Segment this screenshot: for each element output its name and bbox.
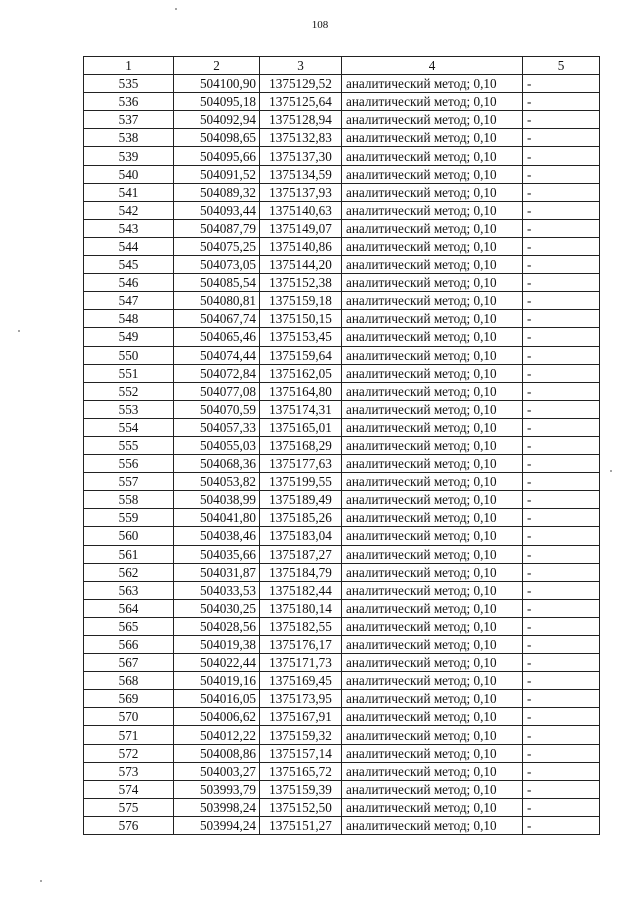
y-coordinate-cell: 1375137,93: [260, 183, 342, 201]
method-cell: аналитический метод; 0,10: [342, 129, 523, 147]
x-coordinate-cell: 504085,54: [174, 274, 260, 292]
y-coordinate-cell: 1375199,55: [260, 473, 342, 491]
x-coordinate-cell: 504080,81: [174, 292, 260, 310]
x-coordinate-cell: 504093,44: [174, 201, 260, 219]
x-coordinate-cell: 504074,44: [174, 346, 260, 364]
table-row: [84, 310, 600, 328]
y-coordinate-cell: 1375125,64: [260, 93, 342, 111]
note-cell: -: [523, 201, 600, 219]
note-cell: -: [523, 636, 600, 654]
note-cell: -: [523, 328, 600, 346]
x-coordinate-cell: 504033,53: [174, 581, 260, 599]
y-coordinate-cell: 1375159,64: [260, 346, 342, 364]
method-cell: аналитический метод; 0,10: [342, 545, 523, 563]
y-coordinate-cell: 1375184,79: [260, 563, 342, 581]
table-row: [84, 346, 600, 364]
x-coordinate-cell: 504016,05: [174, 690, 260, 708]
point-number-cell: 551: [84, 364, 174, 382]
table-row: [84, 726, 600, 744]
method-cell: аналитический метод; 0,10: [342, 455, 523, 473]
point-number-cell: 568: [84, 672, 174, 690]
x-coordinate-cell: 504072,84: [174, 364, 260, 382]
note-cell: -: [523, 292, 600, 310]
table-row: [84, 382, 600, 400]
point-number-cell: 536: [84, 93, 174, 111]
note-cell: -: [523, 599, 600, 617]
table-row: [84, 617, 600, 635]
method-cell: аналитический метод; 0,10: [342, 762, 523, 780]
y-coordinate-cell: 1375187,27: [260, 545, 342, 563]
x-coordinate-cell: 504070,59: [174, 400, 260, 418]
point-number-cell: 571: [84, 726, 174, 744]
table-header-row: [84, 57, 600, 75]
method-cell: аналитический метод; 0,10: [342, 798, 523, 816]
method-cell: аналитический метод; 0,10: [342, 636, 523, 654]
note-cell: -: [523, 75, 600, 93]
note-cell: -: [523, 111, 600, 129]
x-coordinate-cell: 504095,66: [174, 147, 260, 165]
method-cell: аналитический метод; 0,10: [342, 599, 523, 617]
column-header: 5: [523, 57, 600, 75]
y-coordinate-cell: 1375162,05: [260, 364, 342, 382]
y-coordinate-cell: 1375140,86: [260, 237, 342, 255]
method-cell: аналитический метод; 0,10: [342, 744, 523, 762]
point-number-cell: 574: [84, 780, 174, 798]
method-cell: аналитический метод; 0,10: [342, 690, 523, 708]
point-number-cell: 537: [84, 111, 174, 129]
x-coordinate-cell: 504006,62: [174, 708, 260, 726]
y-coordinate-cell: 1375159,32: [260, 726, 342, 744]
method-cell: аналитический метод; 0,10: [342, 473, 523, 491]
point-number-cell: 554: [84, 418, 174, 436]
scan-speck: [610, 470, 612, 472]
x-coordinate-cell: 504065,46: [174, 328, 260, 346]
method-cell: аналитический метод; 0,10: [342, 364, 523, 382]
method-cell: аналитический метод; 0,10: [342, 201, 523, 219]
method-cell: аналитический метод; 0,10: [342, 292, 523, 310]
y-coordinate-cell: 1375140,63: [260, 201, 342, 219]
method-cell: аналитический метод; 0,10: [342, 75, 523, 93]
x-coordinate-cell: 504003,27: [174, 762, 260, 780]
note-cell: -: [523, 382, 600, 400]
y-coordinate-cell: 1375169,45: [260, 672, 342, 690]
x-coordinate-cell: 504019,38: [174, 636, 260, 654]
x-coordinate-cell: 504095,18: [174, 93, 260, 111]
y-coordinate-cell: 1375185,26: [260, 509, 342, 527]
y-coordinate-cell: 1375183,04: [260, 527, 342, 545]
x-coordinate-cell: 504100,90: [174, 75, 260, 93]
note-cell: -: [523, 491, 600, 509]
point-number-cell: 558: [84, 491, 174, 509]
method-cell: аналитический метод; 0,10: [342, 418, 523, 436]
point-number-cell: 546: [84, 274, 174, 292]
point-number-cell: 550: [84, 346, 174, 364]
table-row: [84, 581, 600, 599]
note-cell: -: [523, 237, 600, 255]
point-number-cell: 559: [84, 509, 174, 527]
y-coordinate-cell: 1375164,80: [260, 382, 342, 400]
point-number-cell: 566: [84, 636, 174, 654]
table-row: [84, 201, 600, 219]
method-cell: аналитический метод; 0,10: [342, 183, 523, 201]
table-row: [84, 237, 600, 255]
table-row: [84, 527, 600, 545]
method-cell: аналитический метод; 0,10: [342, 527, 523, 545]
scan-speck: [175, 8, 177, 10]
x-coordinate-cell: 504089,32: [174, 183, 260, 201]
column-header: 2: [174, 57, 260, 75]
y-coordinate-cell: 1375129,52: [260, 75, 342, 93]
table-row: [84, 183, 600, 201]
y-coordinate-cell: 1375182,55: [260, 617, 342, 635]
x-coordinate-cell: 504019,16: [174, 672, 260, 690]
y-coordinate-cell: 1375159,39: [260, 780, 342, 798]
point-number-cell: 539: [84, 147, 174, 165]
point-number-cell: 555: [84, 436, 174, 454]
note-cell: -: [523, 509, 600, 527]
note-cell: -: [523, 744, 600, 762]
column-header: 1: [84, 57, 174, 75]
table-row: [84, 364, 600, 382]
table-row: [84, 147, 600, 165]
y-coordinate-cell: 1375189,49: [260, 491, 342, 509]
point-number-cell: 572: [84, 744, 174, 762]
y-coordinate-cell: 1375151,27: [260, 816, 342, 834]
column-header: 3: [260, 57, 342, 75]
point-number-cell: 575: [84, 798, 174, 816]
method-cell: аналитический метод; 0,10: [342, 274, 523, 292]
point-number-cell: 535: [84, 75, 174, 93]
y-coordinate-cell: 1375180,14: [260, 599, 342, 617]
note-cell: -: [523, 762, 600, 780]
point-number-cell: 562: [84, 563, 174, 581]
x-coordinate-cell: 504075,25: [174, 237, 260, 255]
table-row: [84, 563, 600, 581]
note-cell: -: [523, 654, 600, 672]
x-coordinate-cell: 504053,82: [174, 473, 260, 491]
method-cell: аналитический метод; 0,10: [342, 93, 523, 111]
x-coordinate-cell: 504091,52: [174, 165, 260, 183]
method-cell: аналитический метод; 0,10: [342, 672, 523, 690]
note-cell: -: [523, 690, 600, 708]
note-cell: -: [523, 617, 600, 635]
point-number-cell: 570: [84, 708, 174, 726]
table-row: [84, 292, 600, 310]
point-number-cell: 553: [84, 400, 174, 418]
y-coordinate-cell: 1375167,91: [260, 708, 342, 726]
point-number-cell: 556: [84, 455, 174, 473]
note-cell: -: [523, 708, 600, 726]
note-cell: -: [523, 93, 600, 111]
table-row: [84, 274, 600, 292]
method-cell: аналитический метод; 0,10: [342, 310, 523, 328]
point-number-cell: 560: [84, 527, 174, 545]
point-number-cell: 561: [84, 545, 174, 563]
method-cell: аналитический метод; 0,10: [342, 219, 523, 237]
point-number-cell: 541: [84, 183, 174, 201]
y-coordinate-cell: 1375174,31: [260, 400, 342, 418]
x-coordinate-cell: 504022,44: [174, 654, 260, 672]
scan-speck: [40, 880, 42, 882]
coordinates-table: [83, 56, 600, 835]
note-cell: -: [523, 183, 600, 201]
table-row: [84, 491, 600, 509]
y-coordinate-cell: 1375176,17: [260, 636, 342, 654]
table-row: [84, 328, 600, 346]
note-cell: -: [523, 527, 600, 545]
y-coordinate-cell: 1375165,72: [260, 762, 342, 780]
note-cell: -: [523, 310, 600, 328]
note-cell: -: [523, 563, 600, 581]
method-cell: аналитический метод; 0,10: [342, 400, 523, 418]
method-cell: аналитический метод; 0,10: [342, 816, 523, 834]
note-cell: -: [523, 672, 600, 690]
method-cell: аналитический метод; 0,10: [342, 708, 523, 726]
point-number-cell: 564: [84, 599, 174, 617]
y-coordinate-cell: 1375149,07: [260, 219, 342, 237]
table-row: [84, 400, 600, 418]
x-coordinate-cell: 504098,65: [174, 129, 260, 147]
x-coordinate-cell: 504028,56: [174, 617, 260, 635]
point-number-cell: 544: [84, 237, 174, 255]
note-cell: -: [523, 364, 600, 382]
note-cell: -: [523, 473, 600, 491]
table-row: [84, 545, 600, 563]
y-coordinate-cell: 1375153,45: [260, 328, 342, 346]
note-cell: -: [523, 400, 600, 418]
table-row: [84, 744, 600, 762]
x-coordinate-cell: 504038,99: [174, 491, 260, 509]
y-coordinate-cell: 1375134,59: [260, 165, 342, 183]
point-number-cell: 549: [84, 328, 174, 346]
note-cell: -: [523, 147, 600, 165]
y-coordinate-cell: 1375171,73: [260, 654, 342, 672]
y-coordinate-cell: 1375168,29: [260, 436, 342, 454]
method-cell: аналитический метод; 0,10: [342, 581, 523, 599]
point-number-cell: 543: [84, 219, 174, 237]
method-cell: аналитический метод; 0,10: [342, 111, 523, 129]
y-coordinate-cell: 1375128,94: [260, 111, 342, 129]
table-row: [84, 599, 600, 617]
note-cell: -: [523, 455, 600, 473]
point-number-cell: 567: [84, 654, 174, 672]
x-coordinate-cell: 504030,25: [174, 599, 260, 617]
table-body: [84, 75, 600, 835]
point-number-cell: 573: [84, 762, 174, 780]
x-coordinate-cell: 503998,24: [174, 798, 260, 816]
method-cell: аналитический метод; 0,10: [342, 256, 523, 274]
table-row: [84, 708, 600, 726]
method-cell: аналитический метод; 0,10: [342, 165, 523, 183]
note-cell: -: [523, 219, 600, 237]
method-cell: аналитический метод; 0,10: [342, 654, 523, 672]
table-row: [84, 690, 600, 708]
note-cell: -: [523, 165, 600, 183]
method-cell: аналитический метод; 0,10: [342, 328, 523, 346]
table-row: [84, 75, 600, 93]
table-row: [84, 636, 600, 654]
column-header: 4: [342, 57, 523, 75]
table-row: [84, 798, 600, 816]
x-coordinate-cell: 503994,24: [174, 816, 260, 834]
table-row: [84, 455, 600, 473]
note-cell: -: [523, 436, 600, 454]
y-coordinate-cell: 1375152,50: [260, 798, 342, 816]
y-coordinate-cell: 1375150,15: [260, 310, 342, 328]
y-coordinate-cell: 1375152,38: [260, 274, 342, 292]
table-row: [84, 256, 600, 274]
x-coordinate-cell: 504055,03: [174, 436, 260, 454]
x-coordinate-cell: 504087,79: [174, 219, 260, 237]
note-cell: -: [523, 129, 600, 147]
note-cell: -: [523, 256, 600, 274]
method-cell: аналитический метод; 0,10: [342, 726, 523, 744]
point-number-cell: 557: [84, 473, 174, 491]
table-row: [84, 93, 600, 111]
table-row: [84, 762, 600, 780]
note-cell: -: [523, 726, 600, 744]
method-cell: аналитический метод; 0,10: [342, 509, 523, 527]
method-cell: аналитический метод; 0,10: [342, 147, 523, 165]
point-number-cell: 542: [84, 201, 174, 219]
y-coordinate-cell: 1375137,30: [260, 147, 342, 165]
point-number-cell: 552: [84, 382, 174, 400]
note-cell: -: [523, 418, 600, 436]
method-cell: аналитический метод; 0,10: [342, 382, 523, 400]
note-cell: -: [523, 780, 600, 798]
x-coordinate-cell: 504057,33: [174, 418, 260, 436]
method-cell: аналитический метод; 0,10: [342, 491, 523, 509]
x-coordinate-cell: 503993,79: [174, 780, 260, 798]
x-coordinate-cell: 504077,08: [174, 382, 260, 400]
point-number-cell: 545: [84, 256, 174, 274]
table-row: [84, 654, 600, 672]
y-coordinate-cell: 1375173,95: [260, 690, 342, 708]
point-number-cell: 538: [84, 129, 174, 147]
table-row: [84, 473, 600, 491]
note-cell: -: [523, 816, 600, 834]
note-cell: -: [523, 346, 600, 364]
x-coordinate-cell: 504038,46: [174, 527, 260, 545]
method-cell: аналитический метод; 0,10: [342, 563, 523, 581]
x-coordinate-cell: 504041,80: [174, 509, 260, 527]
y-coordinate-cell: 1375144,20: [260, 256, 342, 274]
y-coordinate-cell: 1375165,01: [260, 418, 342, 436]
table-row: [84, 165, 600, 183]
x-coordinate-cell: 504092,94: [174, 111, 260, 129]
point-number-cell: 563: [84, 581, 174, 599]
table-row: [84, 436, 600, 454]
x-coordinate-cell: 504067,74: [174, 310, 260, 328]
y-coordinate-cell: 1375159,18: [260, 292, 342, 310]
x-coordinate-cell: 504008,86: [174, 744, 260, 762]
table-row: [84, 816, 600, 834]
x-coordinate-cell: 504073,05: [174, 256, 260, 274]
y-coordinate-cell: 1375182,44: [260, 581, 342, 599]
table-row: [84, 111, 600, 129]
table-row: [84, 780, 600, 798]
point-number-cell: 548: [84, 310, 174, 328]
point-number-cell: 547: [84, 292, 174, 310]
y-coordinate-cell: 1375177,63: [260, 455, 342, 473]
x-coordinate-cell: 504035,66: [174, 545, 260, 563]
method-cell: аналитический метод; 0,10: [342, 346, 523, 364]
note-cell: -: [523, 798, 600, 816]
scan-speck: [18, 330, 20, 332]
y-coordinate-cell: 1375157,14: [260, 744, 342, 762]
method-cell: аналитический метод; 0,10: [342, 780, 523, 798]
note-cell: -: [523, 581, 600, 599]
y-coordinate-cell: 1375132,83: [260, 129, 342, 147]
table-row: [84, 219, 600, 237]
x-coordinate-cell: 504012,22: [174, 726, 260, 744]
note-cell: -: [523, 274, 600, 292]
x-coordinate-cell: 504031,87: [174, 563, 260, 581]
page-number: 108: [311, 19, 329, 31]
method-cell: аналитический метод; 0,10: [342, 617, 523, 635]
point-number-cell: 576: [84, 816, 174, 834]
method-cell: аналитический метод; 0,10: [342, 237, 523, 255]
point-number-cell: 569: [84, 690, 174, 708]
note-cell: -: [523, 545, 600, 563]
method-cell: аналитический метод; 0,10: [342, 436, 523, 454]
table-row: [84, 418, 600, 436]
point-number-cell: 540: [84, 165, 174, 183]
x-coordinate-cell: 504068,36: [174, 455, 260, 473]
table-row: [84, 129, 600, 147]
point-number-cell: 565: [84, 617, 174, 635]
table-row: [84, 672, 600, 690]
table-row: [84, 509, 600, 527]
